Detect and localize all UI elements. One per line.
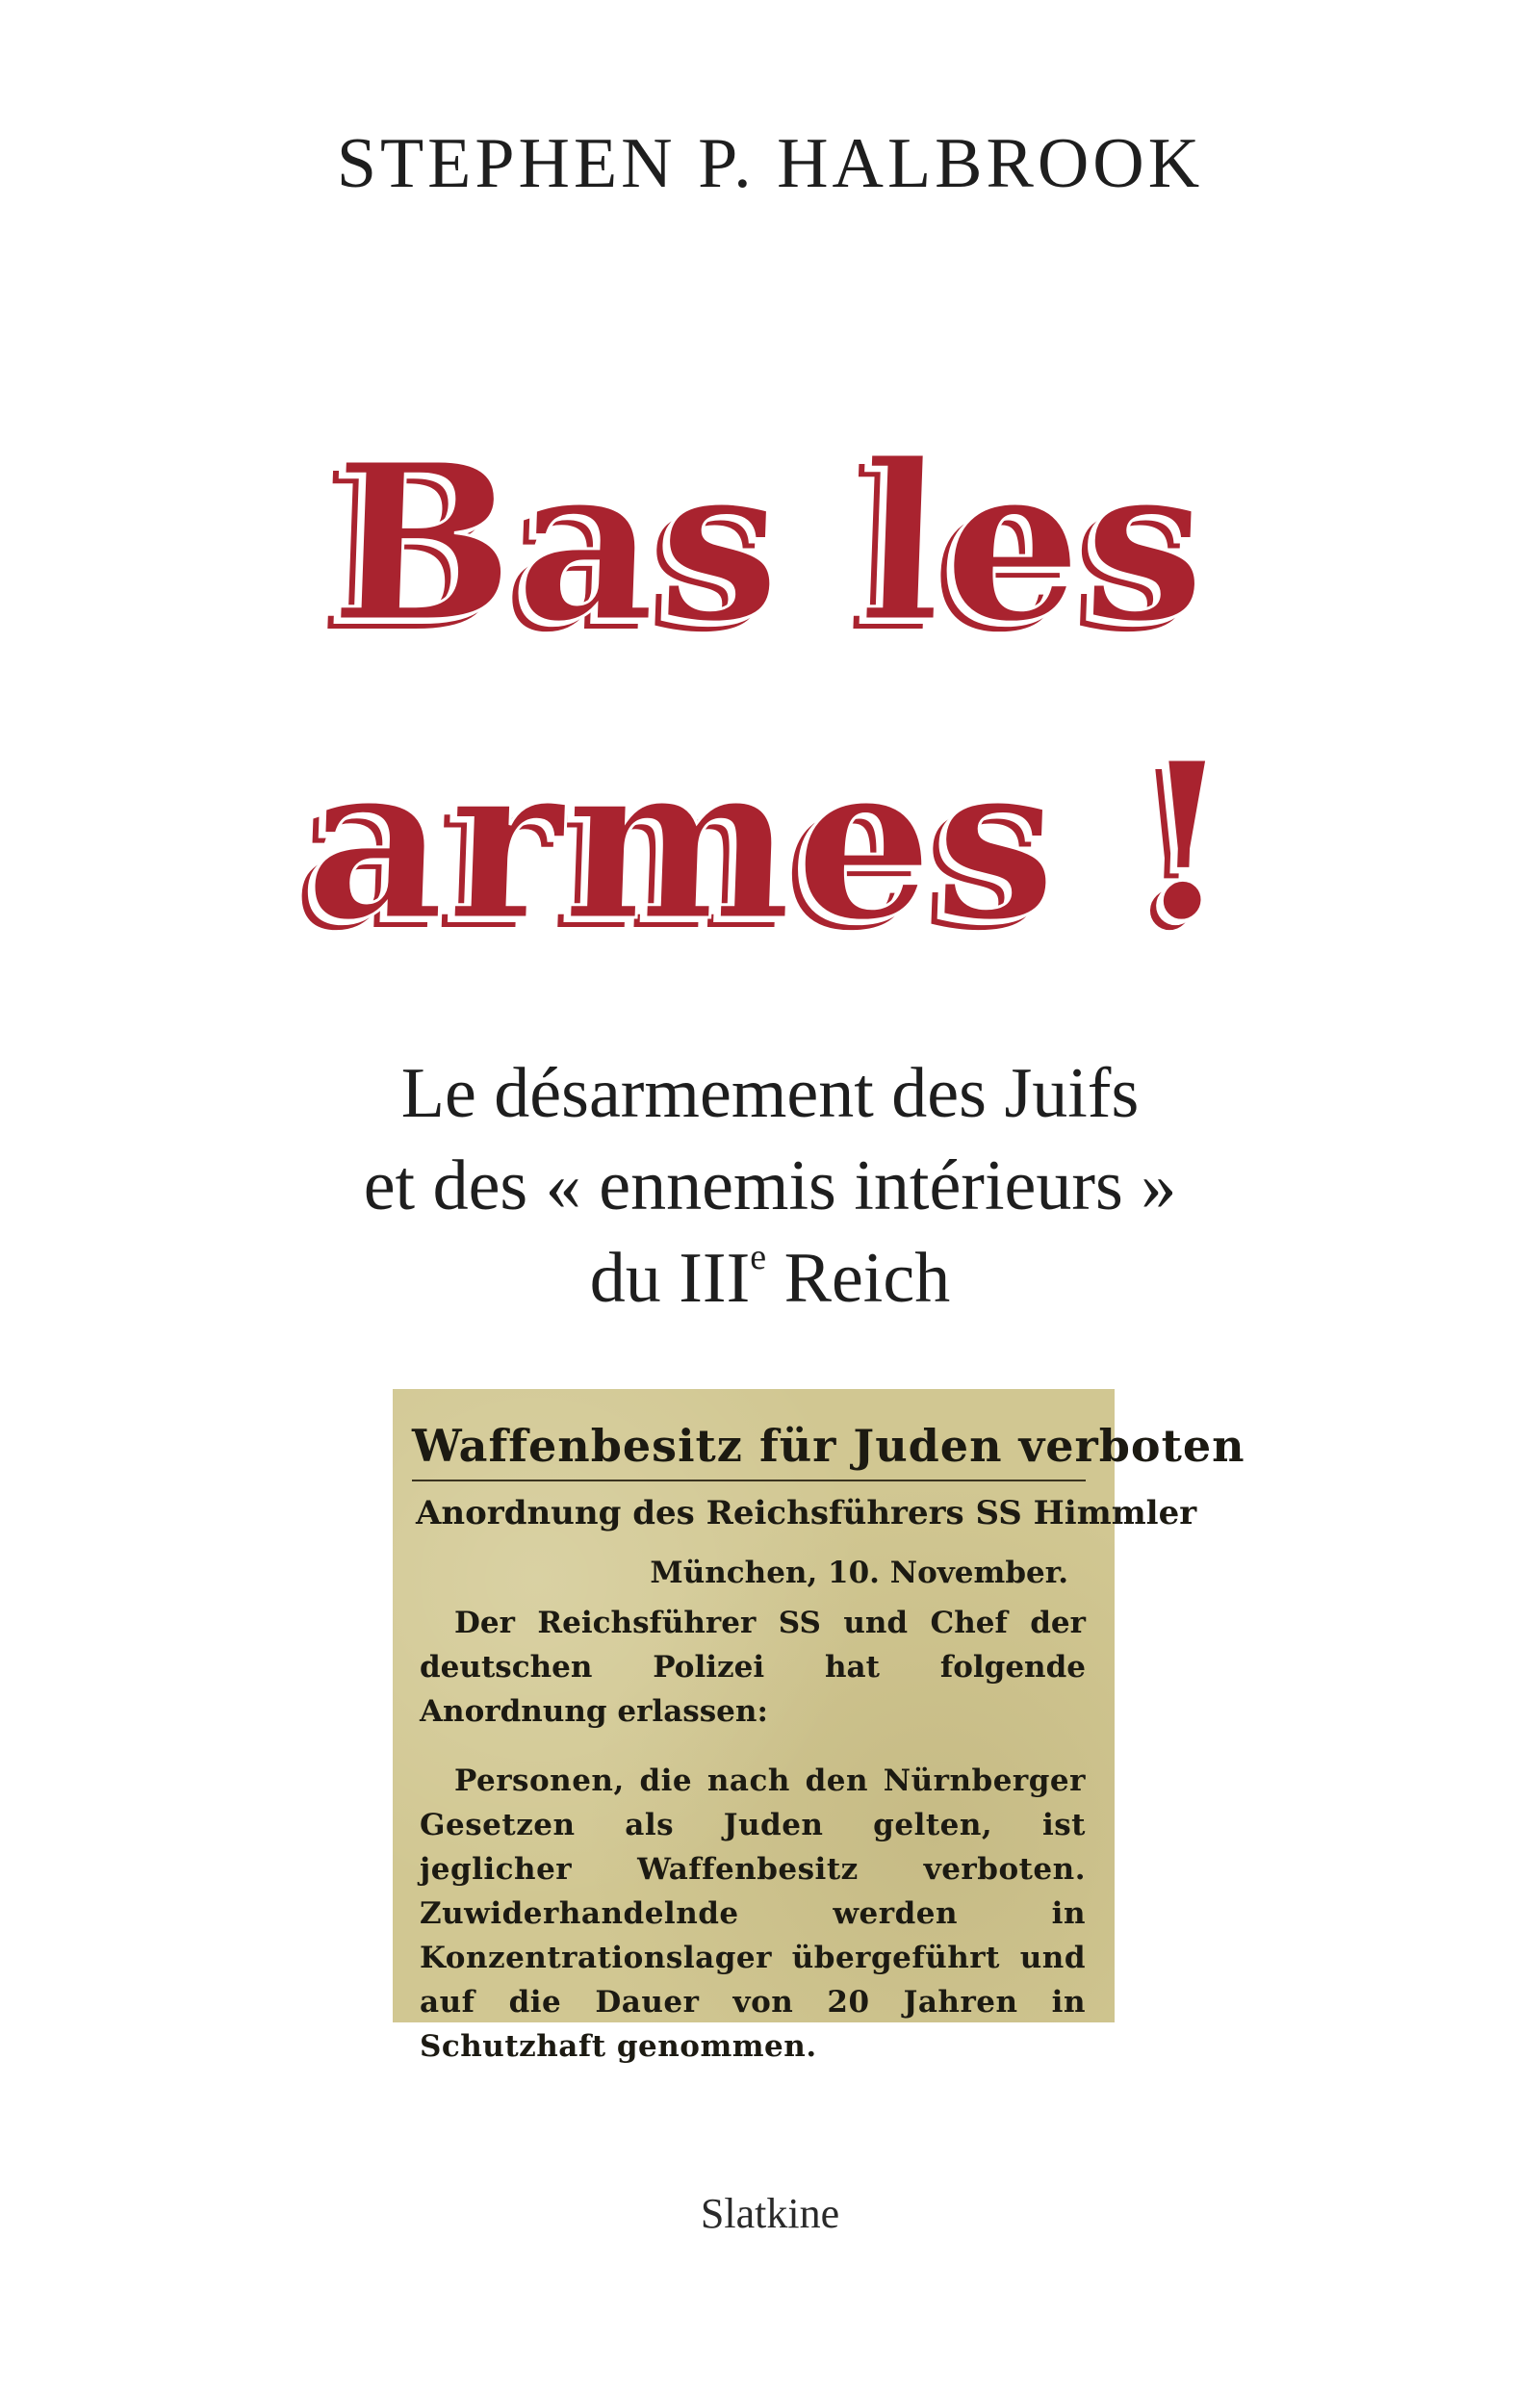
- clipping-headline: Waffenbesitz für Juden verboten: [412, 1416, 1086, 1481]
- title-line-1: Bas les: [327, 417, 1213, 671]
- subtitle-line-3: [0, 1232, 1540, 1325]
- subtitle-line-3-suffix: Reich: [766, 1239, 951, 1318]
- publisher-name: Slatkine: [700, 2190, 840, 2237]
- clipping-subheadline: Anordnung des Reichsführers SS Himmler: [416, 1494, 1197, 1532]
- subtitle-superscript: e: [750, 1237, 767, 1277]
- clipping-paragraph-1: Der Reichsführer SS und Chef der deutschen Polizei hat folgende Anordnung erlassen:: [420, 1606, 1086, 1729]
- clipping-dateline: München, 10. November.: [650, 1556, 1068, 1590]
- clipping-paragraph-2: Personen, die nach den Nürnberger Gesetzen als Juden gelten, ist jeglicher Waffenbesitz verboten. Zuwiderhandelnde werden in Konzentrationslager übergeführt und auf die Dauer von 20 Jahren in Schutzhaft genommen.: [420, 1763, 1086, 2064]
- book-subtitle: [0, 1047, 1540, 1325]
- subtitle-line-2: et des « ennemis intérieurs »: [363, 1146, 1177, 1225]
- subtitle-line-1: Le désarmement des Juifs: [400, 1054, 1140, 1133]
- subtitle-line-3-prefix: du III: [589, 1239, 751, 1318]
- newspaper-clipping: [393, 1389, 1245, 2064]
- book-title: [192, 395, 1348, 991]
- title-line-2: armes !: [301, 715, 1239, 969]
- author-name: STEPHEN P. HALBROOK: [336, 124, 1204, 203]
